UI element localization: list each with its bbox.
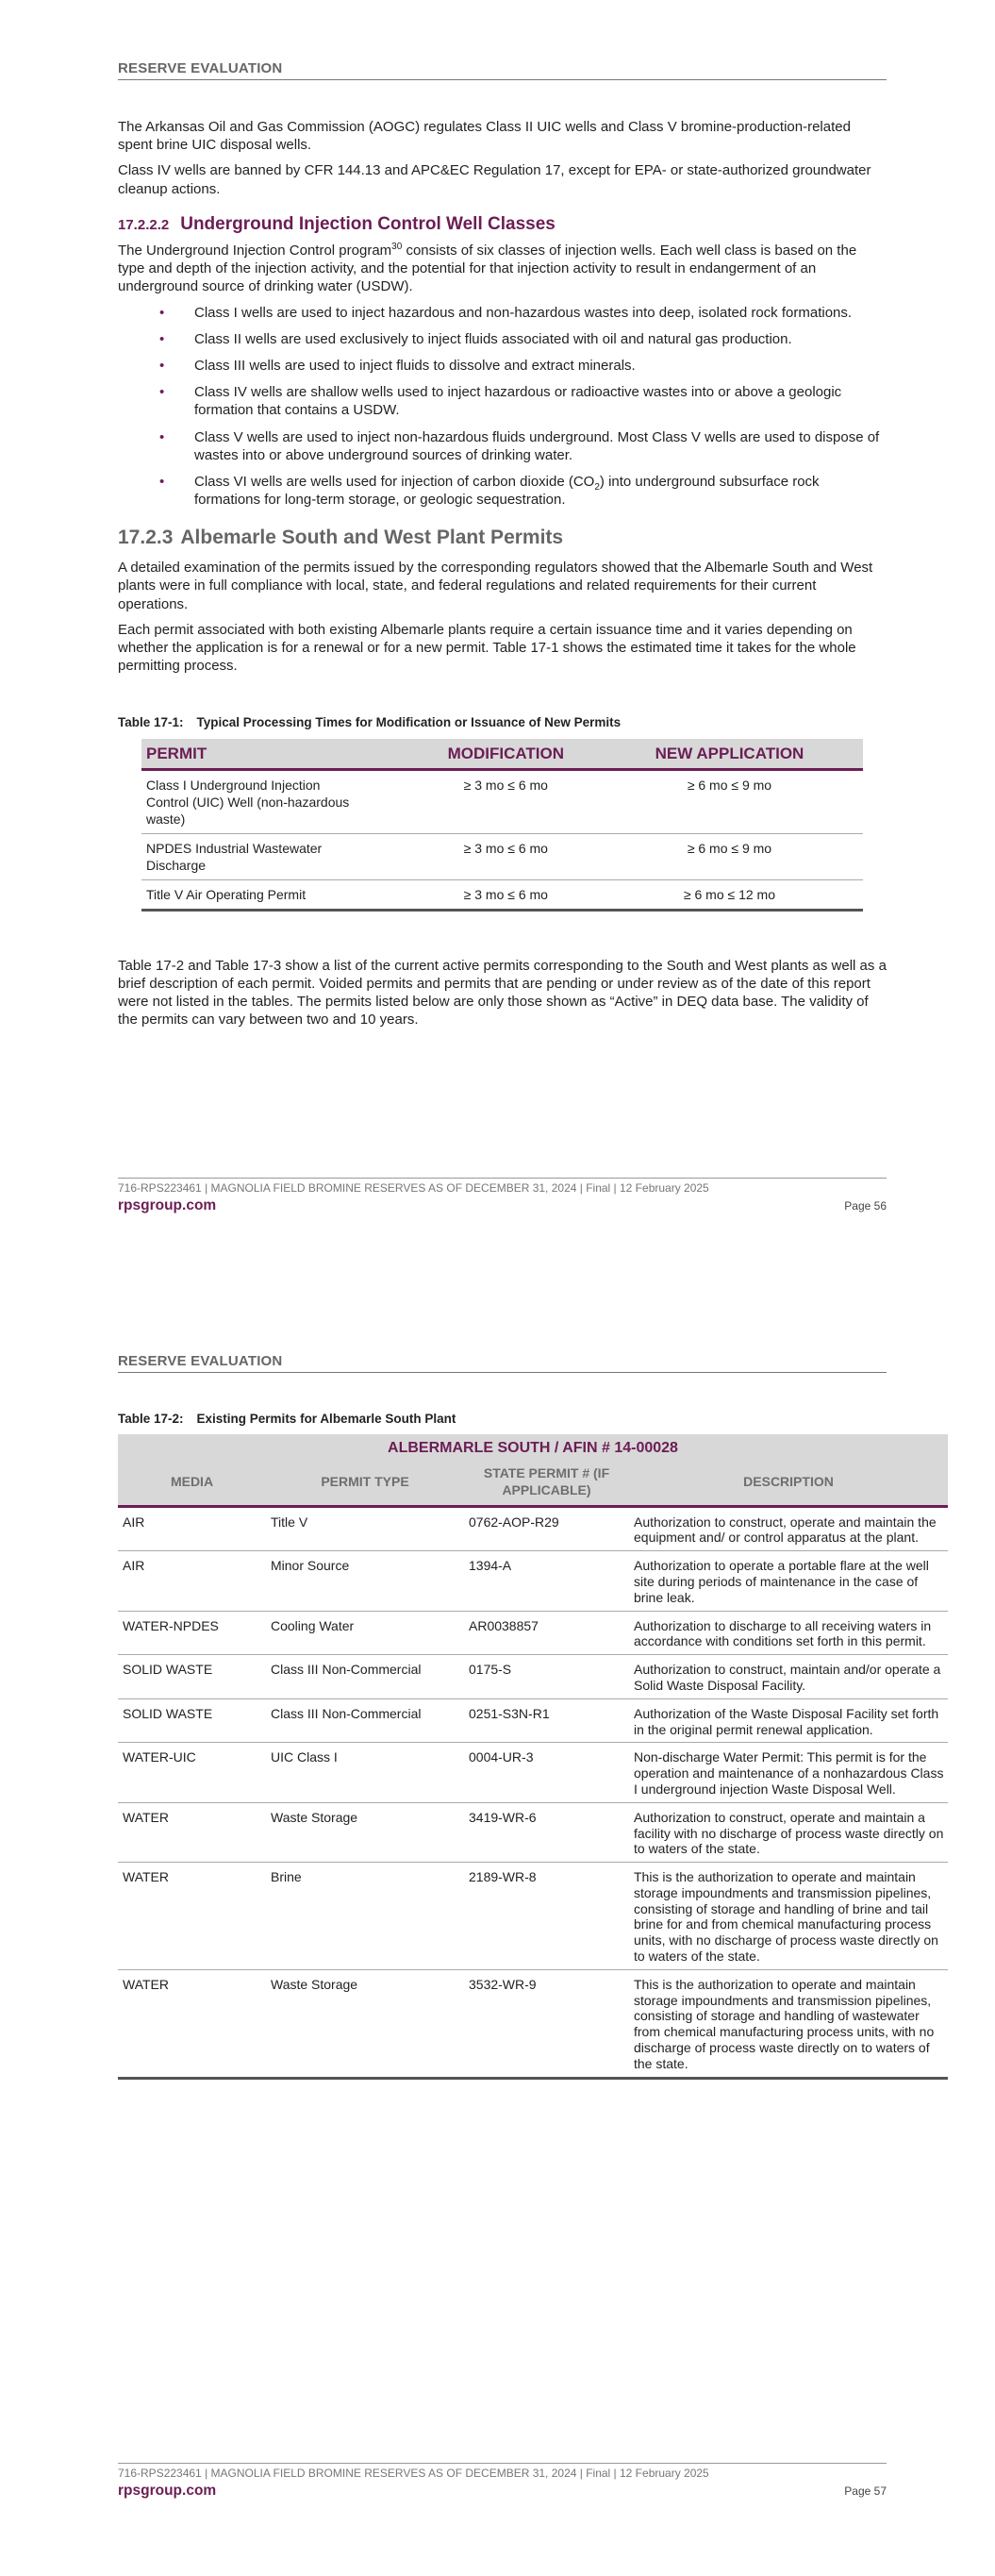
table-caption xyxy=(118,1411,948,1427)
list-item: • Class I wells are used to inject hazardous and non-hazardous wastes into deep, isolated rock formations. xyxy=(118,304,887,322)
table-row xyxy=(118,1655,948,1699)
list-item: • Class V wells are used to inject non-hazardous fluids underground. Most Class V wells are used to dispose of wastes into or above underground sources of drinking water. xyxy=(118,428,887,464)
table-cell: WATER xyxy=(118,1802,266,1862)
table-cell: 3419-WR-6 xyxy=(464,1802,629,1862)
list-item xyxy=(118,473,887,509)
paragraph: A detailed examination of the permits issued by the corresponding regulators showed that the Albemarle South and West plants were in full compliance with local, state, and federal regulations and related requirements for their current operations. xyxy=(118,560,873,612)
page-number: Page 57 xyxy=(844,2484,887,2499)
list-item: • Class II wells are used exclusively to inject fluids associated with oil and natural gas production. xyxy=(118,330,887,348)
table-cell: SOLID WASTE xyxy=(118,1698,266,1743)
table-cell: Minor Source xyxy=(266,1551,464,1611)
paragraph: Class IV wells are banned by CFR 144.13 and APC&EC Regulation 17, except for EPA- or state-authorized groundwater cleanup actions. xyxy=(118,162,871,197)
list-item: • Class IV wells are shallow wells used to inject hazardous or radioactive wastes into or above a geologic formation that contains a USDW. xyxy=(118,383,887,419)
table-cell: Authorization of the Waste Disposal Facility set forth in the original permit renewal application. xyxy=(629,1698,948,1743)
page-body xyxy=(118,1401,948,2080)
table-cell: ≥ 6 mo ≤ 12 mo xyxy=(596,879,863,910)
footer-site-link[interactable]: rpsgroup.com xyxy=(118,2483,217,2500)
paragraph: The Arkansas Oil and Gas Commission (AOGC) regulates Class II UIC wells and Class V bromine-production-related spent brine UIC disposal wells. xyxy=(118,119,851,154)
table-row xyxy=(141,879,863,910)
table-cell: WATER xyxy=(118,1863,266,1970)
list-item: • Class III wells are used to inject fluids to dissolve and extract minerals. xyxy=(118,357,887,375)
table-cell: ≥ 3 mo ≤ 6 mo xyxy=(416,770,596,834)
page-header: RESERVE EVALUATION xyxy=(118,59,887,80)
table-cell: Authorization to operate a portable flare at the well site during periods of maintenance in the case of brine leak. xyxy=(629,1551,948,1611)
table-cell: AIR xyxy=(118,1506,266,1551)
table-row xyxy=(141,770,863,834)
section-title: Underground Injection Control Well Classes xyxy=(180,213,556,234)
page-footer xyxy=(118,1178,887,1215)
footnote-ref[interactable]: 30 xyxy=(391,242,403,253)
table-row xyxy=(118,1802,948,1862)
column-header: STATE PERMIT # (IF APPLICABLE) xyxy=(464,1461,629,1506)
table-cell: UIC Class I xyxy=(266,1743,464,1802)
paragraph xyxy=(118,242,887,296)
section-heading xyxy=(118,213,887,236)
subscript: 2 xyxy=(594,481,600,493)
table-cell: ≥ 6 mo ≤ 9 mo xyxy=(596,834,863,880)
page-body xyxy=(118,118,887,1037)
table-cell: SOLID WASTE xyxy=(118,1655,266,1699)
table-cell: Class III Non-Commercial xyxy=(266,1698,464,1743)
table-cell: Non-discharge Water Permit: This permit is for the operation and maintenance of a nonhazardous Class I underground injection Waste Disposal Well. xyxy=(629,1743,948,1802)
table-row xyxy=(141,834,863,880)
table-cell: Authorization to construct, operate and maintain a facility with no discharge of process waste directly on to waters of the state. xyxy=(629,1802,948,1862)
column-header: PERMIT xyxy=(141,739,416,770)
column-header: PERMIT TYPE xyxy=(266,1461,464,1506)
page-number: Page 56 xyxy=(844,1199,887,1213)
page-footer xyxy=(118,2463,887,2501)
column-header: MEDIA xyxy=(118,1461,266,1506)
text-run: The Underground Injection Control program xyxy=(118,243,392,259)
caption-text: Typical Processing Times for Modification or Issuance of New Permits xyxy=(196,715,622,730)
column-header: NEW APPLICATION xyxy=(596,739,863,770)
table-cell: Class I Underground Injection Control (UIC) Well (non-hazardous waste) xyxy=(141,770,416,834)
section-number: 17.2.3 xyxy=(118,527,174,549)
table-cell: Cooling Water xyxy=(266,1611,464,1655)
table-cell: Waste Storage xyxy=(266,1802,464,1862)
column-header: MODIFICATION xyxy=(416,739,596,770)
table-cell: Title V Air Operating Permit xyxy=(141,879,416,910)
table-cell: 1394-A xyxy=(464,1551,629,1611)
section-title: Albemarle South and West Plant Permits xyxy=(180,527,564,549)
processing-times-table xyxy=(141,739,863,912)
table-cell: Authorization to discharge to all receiving waters in accordance with conditions set forth in this permit. xyxy=(629,1611,948,1655)
table-cell: This is the authorization to operate and maintain storage impoundments and transmission pipelines, consisting of storage and handling of brine and tail brine for and from chemical manufacturing process units, with no discharge of process waste directly on to waters of the state. xyxy=(629,1863,948,1970)
table-cell: AR0038857 xyxy=(464,1611,629,1655)
table-cell: ≥ 3 mo ≤ 6 mo xyxy=(416,879,596,910)
paragraph: Each permit associated with both existing Albemarle plants require a certain issuance time and it varies depending on whether the application is for a renewal or for a new permit. Table 17-1 shows the estimated time it takes for the whole permitting process. xyxy=(118,621,856,675)
table-cell: 0004-UR-3 xyxy=(464,1743,629,1802)
footer-line: 716-RPS223461 | MAGNOLIA FIELD BROMINE RESERVES AS OF DECEMBER 31, 2024 | Final | 12 February 2025 xyxy=(118,2467,709,2480)
table-cell: Waste Storage xyxy=(266,1969,464,2078)
table-cell: Title V xyxy=(266,1506,464,1551)
caption-text: Existing Permits for Albemarle South Plant xyxy=(196,1412,456,1426)
footer-line: 716-RPS223461 | MAGNOLIA FIELD BROMINE RESERVES AS OF DECEMBER 31, 2024 | Final | 12 February 2025 xyxy=(118,1181,709,1195)
caption-number: Table 17-1: xyxy=(118,715,184,730)
table-row xyxy=(118,1969,948,2078)
caption-number: Table 17-2: xyxy=(118,1412,184,1426)
page-header: RESERVE EVALUATION xyxy=(118,1352,887,1373)
table-row xyxy=(118,1863,948,1970)
table-cell: Authorization to construct, maintain and/or operate a Solid Waste Disposal Facility. xyxy=(629,1655,948,1699)
text-run: ) into underground subsurface rock formations for long-term storage, or geologic sequestration. xyxy=(194,473,820,509)
table-cell: 0762-AOP-R29 xyxy=(464,1506,629,1551)
table-row xyxy=(118,1551,948,1611)
table-cell: 2189-WR-8 xyxy=(464,1863,629,1970)
table-cell: Authorization to construct, operate and maintain the equipment and/ or control apparatus at the plant. xyxy=(629,1506,948,1551)
page-57 xyxy=(0,1288,995,2576)
paragraph: Table 17-2 and Table 17-3 show a list of the current active permits corresponding to the South and West plants as well as a brief description of each permit. Voided permits and permits that are pending or under review as of the date of this report were not listed in the tables. The permits listed below are only those shown as “Active” in DEQ data base. The validity of the permits can vary between two and 10 years. xyxy=(118,957,887,1029)
section-heading xyxy=(118,526,887,551)
table-cell: Class III Non-Commercial xyxy=(266,1655,464,1699)
column-header: DESCRIPTION xyxy=(629,1461,948,1506)
table-cell: 0251-S3N-R1 xyxy=(464,1698,629,1743)
table-row xyxy=(118,1611,948,1655)
table-cell: 3532-WR-9 xyxy=(464,1969,629,2078)
table-cell: This is the authorization to operate and maintain storage impoundments and transmission pipelines, consisting of storage and handling of wastewater from chemical manufacturing process units, with no discharge of process waste directly on to waters of the state. xyxy=(629,1969,948,2078)
table-cell: WATER-NPDES xyxy=(118,1611,266,1655)
table-cell: 0175-S xyxy=(464,1655,629,1699)
footer-site-link[interactable]: rpsgroup.com xyxy=(118,1197,217,1214)
table-band-title: ALBERMARLE SOUTH / AFIN # 14-00028 xyxy=(118,1434,948,1460)
text-run: Class VI wells are wells used for injection of carbon dioxide (CO xyxy=(194,473,595,490)
table-cell: AIR xyxy=(118,1551,266,1611)
table-row xyxy=(118,1506,948,1551)
table-row xyxy=(118,1698,948,1743)
table-caption xyxy=(118,714,887,730)
bullet-list xyxy=(118,304,887,510)
table-cell: Brine xyxy=(266,1863,464,1970)
table-row xyxy=(118,1743,948,1802)
table-cell: ≥ 6 mo ≤ 9 mo xyxy=(596,770,863,834)
existing-permits-table xyxy=(118,1434,948,2079)
table-cell: WATER-UIC xyxy=(118,1743,266,1802)
table-cell: ≥ 3 mo ≤ 6 mo xyxy=(416,834,596,880)
table-cell: NPDES Industrial Wastewater Discharge xyxy=(141,834,416,880)
table-cell: WATER xyxy=(118,1969,266,2078)
text-run: consists of six classes of injection wells. Each well class is based on the type and depth of the injection activity, and the potential for that injection activity to result in endangerment of an underground source of drinking water (USDW). xyxy=(118,243,857,295)
section-number: 17.2.2.2 xyxy=(118,216,170,233)
